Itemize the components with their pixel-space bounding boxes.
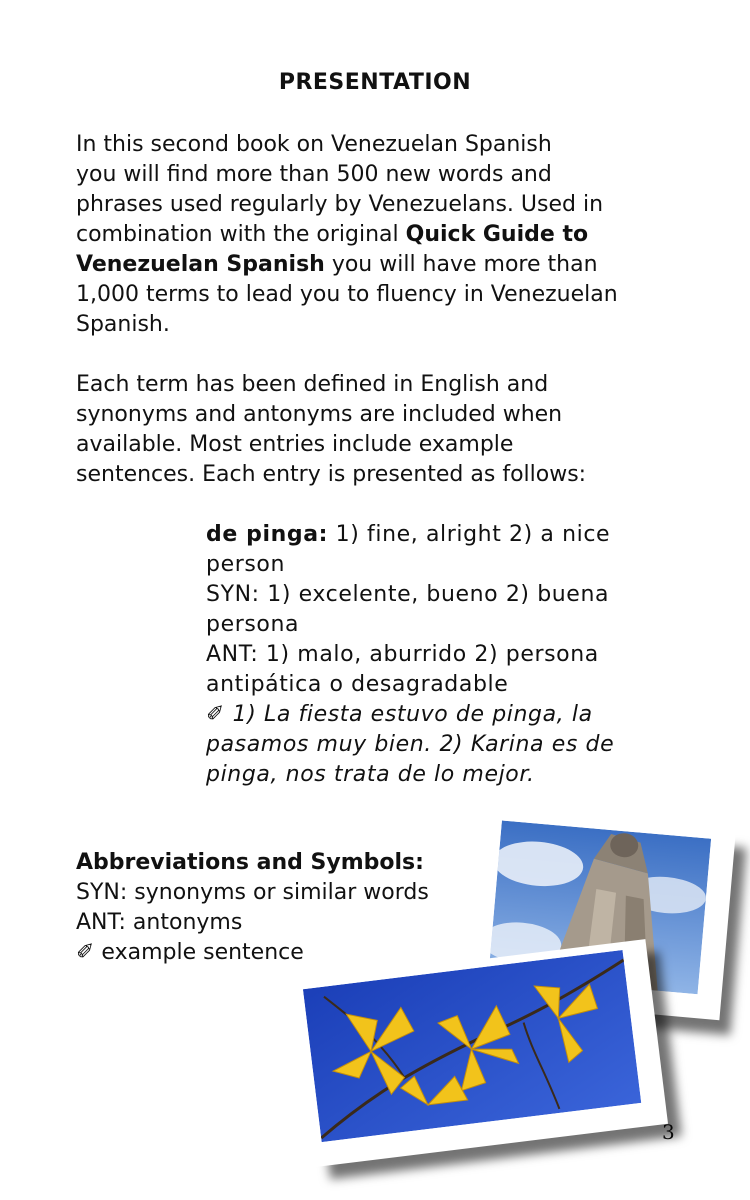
text-line: persona (206, 612, 300, 637)
legend-ant: ANT: antonyms (76, 910, 243, 935)
page-number: 3 (662, 1120, 675, 1144)
flowers-image (303, 950, 641, 1142)
text-line: phrases used regularly by Venezuelans. Used in (76, 192, 604, 217)
text-line: synonyms and antonyms are included when (76, 402, 563, 427)
entry-antonyms: ANT: 1) malo, aburrido 2) persona (206, 642, 599, 667)
sample-entry (206, 520, 676, 790)
text-line: sentences. Each entry is presented as follows: (76, 462, 587, 487)
entry-term: de pinga: (206, 522, 329, 547)
entry-example: pasamos muy bien. 2) Karina es de (206, 732, 615, 757)
abbreviations-legend (76, 848, 496, 968)
entry-example: pinga, nos trata de lo mejor. (206, 762, 535, 787)
text-line: Each term has been defined in English and (76, 372, 549, 397)
text-line: antipática o desagradable (206, 672, 509, 697)
legend-syn: SYN: synonyms or similar words (76, 880, 429, 905)
flowers-photo (294, 939, 668, 1167)
text-fragment: combination with the original (76, 222, 406, 247)
text-line: you will find more than 500 new words and (76, 162, 552, 187)
text-line: In this second book on Venezuelan Spanish (76, 132, 552, 157)
text-line: 1,000 terms to lead you to fluency in Venezuelan (76, 282, 618, 307)
format-paragraph (76, 370, 676, 490)
page-title: PRESENTATION (278, 70, 472, 95)
text-fragment: 1) fine, alright 2) a nice (328, 522, 611, 547)
text-line: Spanish. (76, 312, 170, 337)
entry-example: ✐ 1) La fiesta estuvo de pinga, la (206, 702, 593, 727)
entry-definition (206, 520, 676, 550)
text-line (76, 250, 676, 280)
book-title-bold: Venezuelan Spanish (76, 252, 325, 277)
text-line (76, 220, 676, 250)
book-title-bold: Quick Guide to (405, 222, 589, 247)
text-line: available. Most entries include example (76, 432, 514, 457)
abbreviations-heading: Abbreviations and Symbols: (76, 850, 424, 875)
text-fragment: you will have more than (324, 252, 598, 277)
entry-synonyms: SYN: 1) excelente, bueno 2) buena (206, 582, 610, 607)
text-line: person (206, 552, 286, 577)
legend-example: ✐ example sentence (76, 940, 304, 965)
intro-paragraph (76, 130, 676, 340)
